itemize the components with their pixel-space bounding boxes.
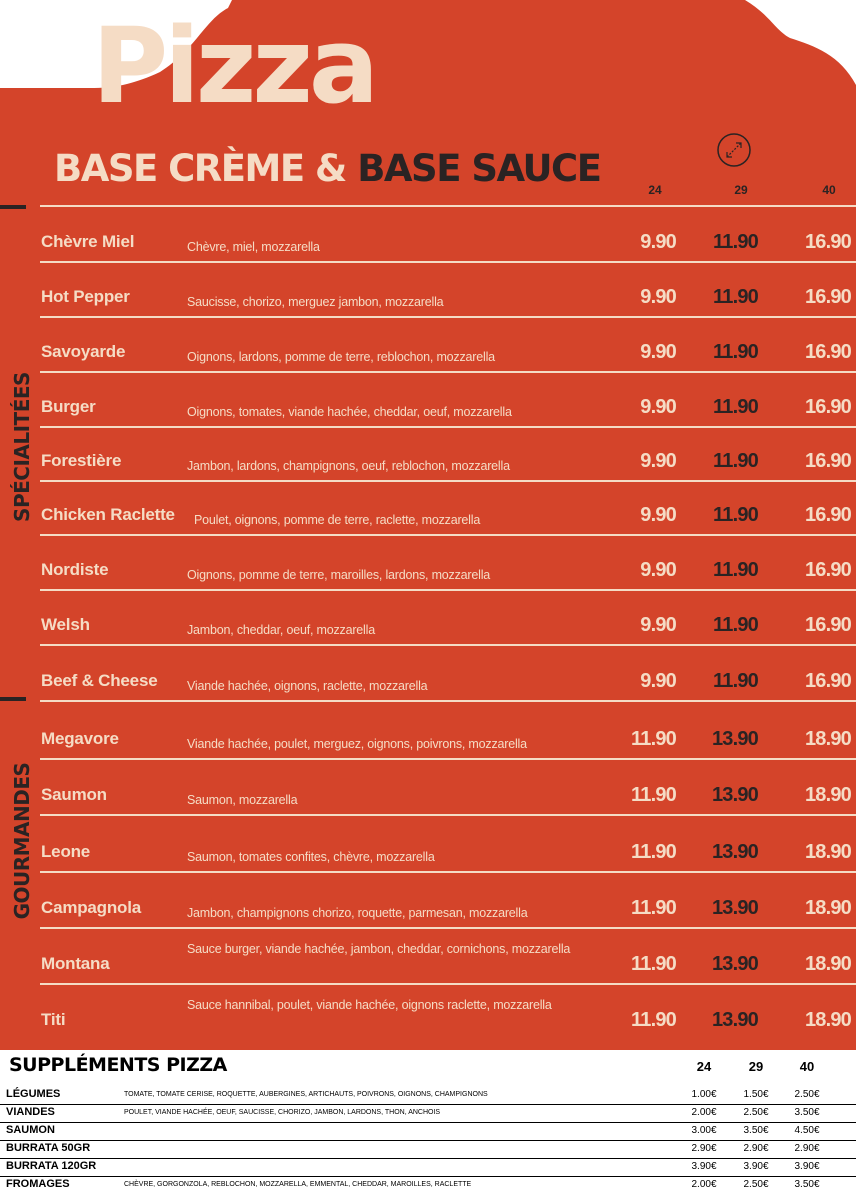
pizza-row [0,591,856,646]
pizza-name: Beef & Cheese [41,671,158,690]
section-label-gourmandes: GOURMANDES [10,762,34,920]
price-24: 9.90 [640,504,676,526]
pizza-name: Chèvre Miel [41,232,135,251]
pizza-row [0,930,856,985]
supplement-price-24: 3.00€ [691,1125,717,1136]
row-divider [40,758,856,760]
pizza-name: Chicken Raclette [41,505,175,524]
pizza-row [0,818,856,873]
pizza-row [0,481,856,536]
supplement-row [0,1123,856,1141]
pizza-description: Poulet, oignons, pomme de terre, raclette, mozzarella [194,513,481,527]
pizza-description: Oignons, pomme de terre, maroilles, lardons, mozzarella [187,568,491,582]
pizza-description: Viande hachée, oignons, raclette, mozzarella [187,679,428,693]
pizza-row [0,647,856,702]
price-24: 11.90 [631,841,676,863]
price-29: 11.90 [713,504,758,526]
menu-top-divider [40,205,856,207]
pizza-description: Viande hachée, poulet, merguez, oignons, poivrons, mozzarella [187,737,527,751]
pizza-name: Megavore [41,729,119,748]
pizza-description: Saumon, mozzarella [187,793,298,807]
row-divider [40,644,856,646]
supplement-price-40: 3.50€ [794,1107,820,1118]
supplement-name: BURRATA 50GR [6,1142,91,1154]
subtitle-base-sauce: BASE SAUCE [357,147,601,190]
price-29: 13.90 [711,953,758,975]
pizza-row [0,874,856,929]
price-29: 11.90 [713,396,758,418]
row-divider [40,983,856,985]
page-subtitle [54,147,601,190]
price-24: 9.90 [640,286,676,308]
supp-size-header-40: 40 [799,1059,815,1074]
pizza-name: Savoyarde [41,342,126,361]
price-29: 13.90 [711,1009,758,1031]
diameter-icon [716,132,752,168]
pizza-name: Campagnola [41,898,142,917]
price-24: 9.90 [640,670,676,692]
price-40: 18.90 [804,1009,851,1031]
pizza-name: Hot Pepper [41,287,130,306]
size-header-29: 29 [734,183,748,197]
price-40: 18.90 [804,953,851,975]
price-24: 11.90 [631,784,676,806]
pizza-description: Sauce burger, viande hachée, jambon, cheddar, cornichons, mozzarella [187,942,571,956]
price-24: 9.90 [640,614,676,636]
price-24: 11.90 [631,897,676,919]
pizza-name: Welsh [41,615,90,634]
price-40: 16.90 [804,286,851,308]
pizza-description: Jambon, champignons chorizo, roquette, parmesan, mozzarella [187,906,528,920]
supplement-price-29: 2.50€ [743,1179,769,1190]
price-29: 11.90 [713,231,758,253]
pizza-description: Jambon, lardons, champignons, oeuf, reblochon, mozzarella [187,459,510,473]
price-40: 16.90 [804,670,851,692]
pizza-row [0,427,856,482]
row-divider [40,871,856,873]
pizza-name: Saumon [41,785,107,804]
supplement-price-29: 3.90€ [743,1161,769,1172]
pizza-name: Nordiste [41,560,109,579]
pizza-description: Oignons, lardons, pomme de terre, reblochon, mozzarella [187,350,495,364]
pizza-row [0,263,856,318]
supplement-name: SAUMON [6,1124,55,1136]
page-title: Pizza [92,5,376,127]
pizza-row [0,705,856,760]
price-29: 11.90 [713,559,758,581]
supplement-price-29: 2.90€ [743,1143,769,1154]
supplement-price-24: 2.90€ [691,1143,717,1154]
price-29: 11.90 [713,341,758,363]
pizza-name: Burger [41,397,96,416]
price-40: 16.90 [804,341,851,363]
price-40: 16.90 [804,450,851,472]
price-40: 16.90 [804,504,851,526]
size-header-40: 40 [822,183,836,197]
price-29: 11.90 [713,286,758,308]
price-29: 13.90 [711,784,758,806]
pizza-description: Oignons, tomates, viande hachée, cheddar, oeuf, mozzarella [187,405,512,419]
price-24: 9.90 [640,231,676,253]
pizza-description: Saumon, tomates confites, chèvre, mozzarella [187,850,435,864]
supplement-price-29: 1.50€ [743,1089,769,1100]
supplement-price-29: 2.50€ [743,1107,769,1118]
pizza-description: Jambon, cheddar, oeuf, mozzarella [187,623,375,637]
price-40: 16.90 [804,614,851,636]
price-24: 9.90 [640,396,676,418]
supplement-row [0,1087,856,1105]
price-40: 18.90 [804,728,851,750]
supplements-title: SUPPLÉMENTS PIZZA [9,1054,227,1076]
pizza-name: Forestière [41,451,122,470]
pizza-name: Montana [41,954,110,973]
supplement-name: LÉGUMES [6,1088,61,1100]
supplement-price-24: 3.90€ [691,1161,717,1172]
supplement-price-24: 1.00€ [691,1089,717,1100]
section-label-specialites: SPÉCIALITÉES [10,372,34,522]
price-29: 13.90 [711,728,758,750]
pizza-name: Titi [41,1010,66,1029]
pizza-row [0,318,856,373]
supplement-row [0,1159,856,1177]
supplement-description: CHÈVRE, GORGONZOLA, REBLOCHON, MOZZARELLA, EMMENTAL, CHEDDAR, MAROILLES, RACLETTE [124,1181,472,1188]
subtitle-base-creme: BASE CRÈME & [54,147,346,190]
supplement-row [0,1141,856,1159]
supplement-row [0,1105,856,1123]
pizza-row [0,986,856,1041]
supplement-price-40: 4.50€ [794,1125,820,1136]
price-24: 9.90 [640,450,676,472]
row-divider [40,814,856,816]
price-24: 9.90 [640,559,676,581]
pizza-row [0,373,856,428]
supplement-price-40: 3.90€ [794,1161,820,1172]
price-29: 11.90 [713,670,758,692]
row-divider [40,700,856,702]
supp-size-header-29: 29 [748,1059,764,1074]
supplement-price-40: 2.50€ [794,1089,820,1100]
supplement-price-29: 3.50€ [743,1125,769,1136]
price-29: 13.90 [711,897,758,919]
price-40: 18.90 [804,897,851,919]
price-40: 16.90 [804,559,851,581]
supplement-description: TOMATE, TOMATE CERISE, ROQUETTE, AUBERGINES, ARTICHAUTS, POIVRONS, OIGNONS, CHAMPIGNONS [124,1091,488,1098]
pizza-description: Saucisse, chorizo, merguez jambon, mozzarella [187,295,444,309]
pizza-description: Sauce hannibal, poulet, viande hachée, oignons raclette, mozzarella [187,998,552,1012]
supplement-name: VIANDES [6,1106,55,1118]
price-24: 9.90 [640,341,676,363]
pizza-row [0,208,856,263]
supplement-price-40: 2.90€ [794,1143,820,1154]
supplement-price-24: 2.00€ [691,1179,717,1190]
price-24: 11.90 [631,953,676,975]
price-40: 18.90 [804,784,851,806]
price-29: 11.90 [713,450,758,472]
price-29: 13.90 [711,841,758,863]
pizza-name: Leone [41,842,91,861]
supplement-price-40: 3.50€ [794,1179,820,1190]
price-24: 11.90 [631,1009,676,1031]
price-29: 11.90 [713,614,758,636]
price-24: 11.90 [631,728,676,750]
supp-size-header-24: 24 [696,1059,712,1074]
price-40: 16.90 [804,231,851,253]
price-40: 18.90 [804,841,851,863]
supplement-row [0,1177,856,1195]
price-40: 16.90 [804,396,851,418]
row-divider [40,927,856,929]
size-header-24: 24 [648,183,662,197]
supplement-name: BURRATA 120GR [6,1160,97,1172]
pizza-row [0,536,856,591]
supplement-name: FROMAGES [6,1178,70,1190]
pizza-description: Chèvre, miel, mozzarella [187,240,320,254]
supplement-description: POULET, VIANDE HACHÉE, OEUF, SAUCISSE, CHORIZO, JAMBON, LARDONS, THON, ANCHOIS [124,1109,441,1116]
supplement-price-24: 2.00€ [691,1107,717,1118]
pizza-row [0,761,856,816]
